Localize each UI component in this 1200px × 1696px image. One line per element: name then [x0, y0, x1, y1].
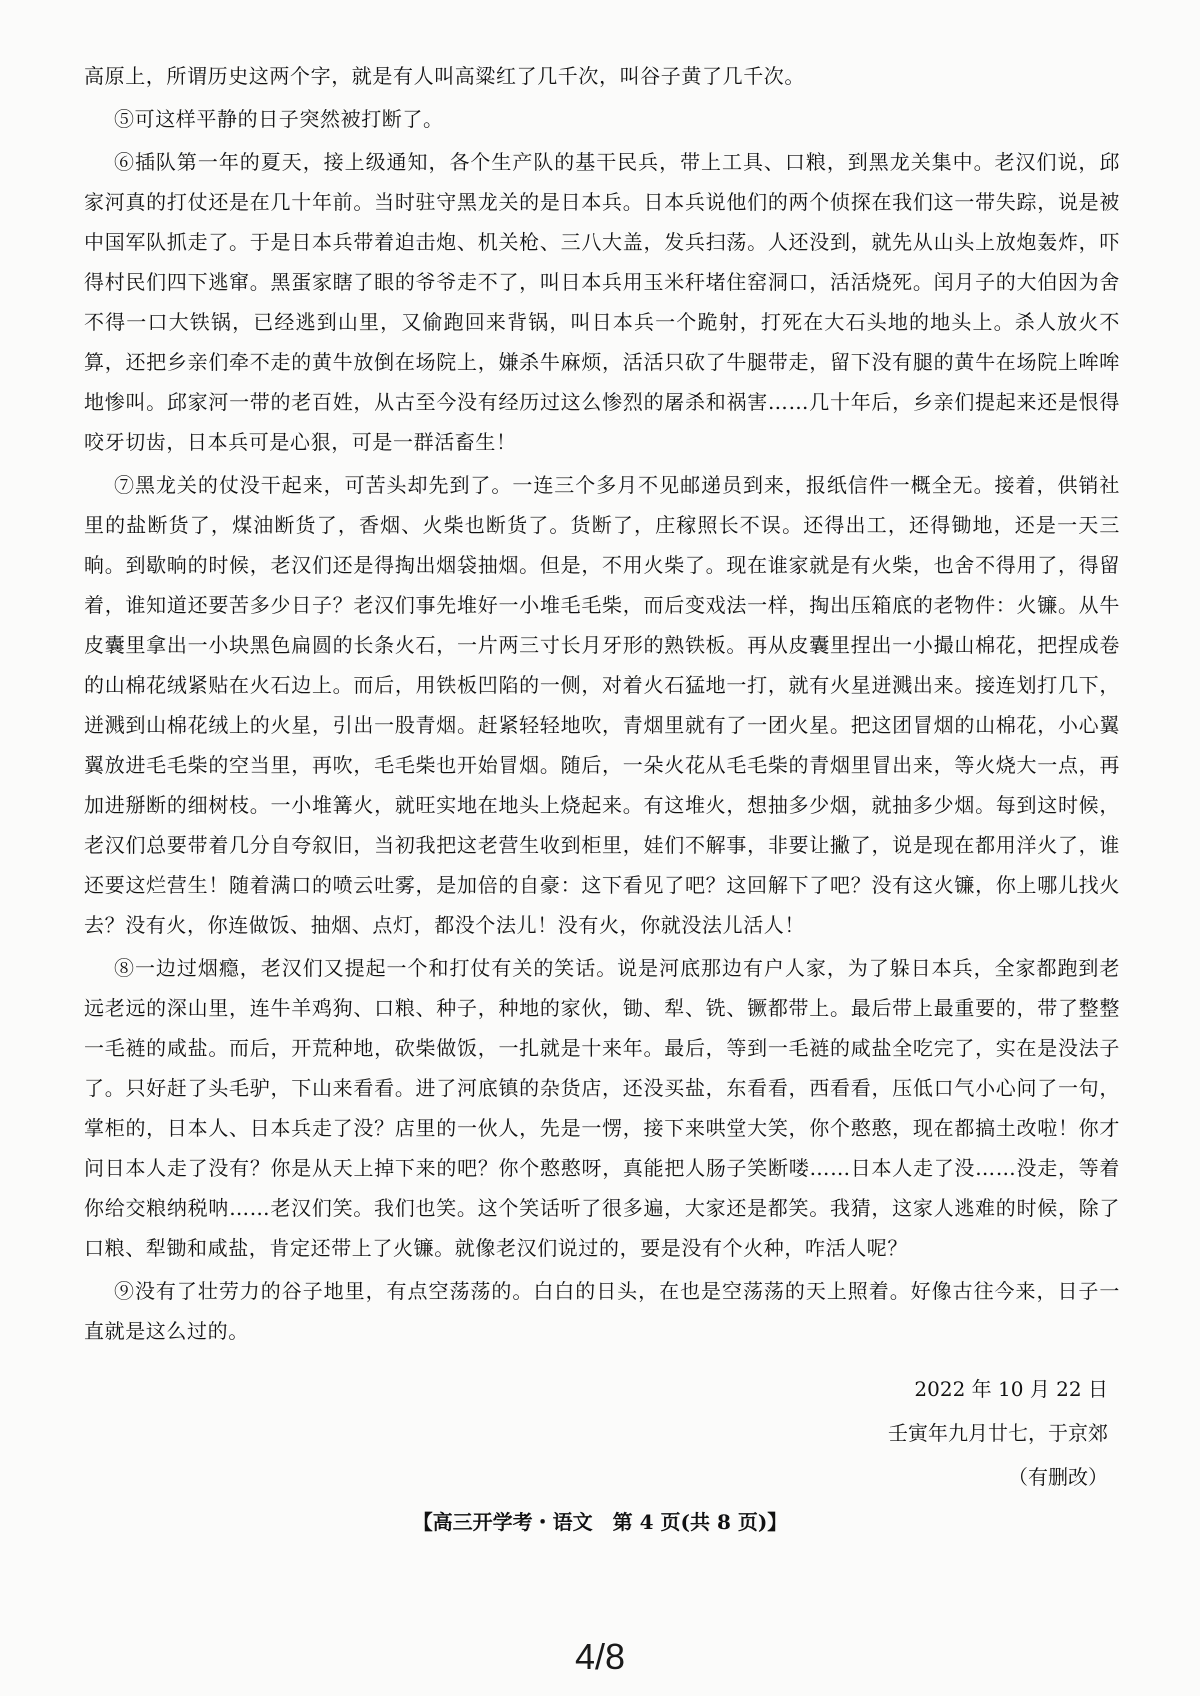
paragraph-continued: 高原上，所谓历史这两个字，就是有人叫高粱红了几千次，叫谷子黄了几千次。 [84, 64, 805, 88]
paragraph-8: ⑧一边过烟瘾，老汉们又提起一个和打仗有关的笑话。说是河底那边有户人家，为了躲日本兵，全家都跑到老远老远的深山里，连牛羊鸡狗、口粮、种子，种地的家伙，锄、犁、铣、镢都带上。最后带上最重要的，带了整整一毛裢的咸盐。而后，开荒种地，砍柴做饭，一扎就是十来年。最后，等到一毛裢的咸盐全吃完了，实在是没法子了。只好赶了头毛驴，下山来看看。进了河底镇的杂货店，还没买盐，东看看，西看看，压低口气小心问了一句，掌柜的，日本人、日本兵走了没？店里的一伙人，先是一愣，接下来哄堂大笑，你个憨憨，现在都搞土改啦！你才问日本人走了没有？你是从天上掉下来的吧？你个憨憨呀，真能把人肠子笑断喽……日本人走了没……没走，等着你给交粮纳税呐……老汉们笑。我们也笑。这个笑话听了很多遍，大家还是都笑。我猜，这家人逃难的时候，除了口粮、犁锄和咸盐，肯定还带上了火镰。就像老汉们说过的，要是没有个火种，咋活人呢？ [84, 956, 1120, 1260]
signature-place: 壬寅年九月廿七，于京郊 [888, 1421, 1108, 1445]
paragraph-5: ⑤可这样平静的日子突然被打断了。 [114, 107, 444, 131]
paragraph-7: ⑦黑龙关的仗没干起来，可苦头却先到了。一连三个多月不见邮递员到来，报纸信件一概全无。接着，供销社里的盐断货了，煤油断货了，香烟、火柴也断货了。货断了，庄稼照长不误。还得出工，还得锄地，还是一天三晌。到歇晌的时候，老汉们还是得掏出烟袋抽烟。但是，不用火柴了。现在谁家就是有火柴，也舍不得用了，得留着，谁知道还要苦多少日子？老汉们事先堆好一小堆毛毛柴，而后变戏法一样，掏出压箱底的老物件：火镰。从牛皮囊里拿出一小块黑色扁圆的长条火石，一片两三寸长月牙形的熟铁板。再从皮囊里捏出一小撮山棉花，把捏成卷的山棉花绒紧贴在火石边上。而后，用铁板凹陷的一侧，对着火石猛地一打，就有火星迸溅出来。接连划打几下，迸溅到山棉花绒上的火星，引出一股青烟。赶紧轻轻地吹，青烟里就有了一团火星。把这团冒烟的山棉花，小心翼翼放进毛毛柴的空当里，再吹，毛毛柴也开始冒烟。随后，一朵火花从毛毛柴的青烟里冒出来，等火烧大一点，再加进掰断的细树枝。一小堆篝火，就旺实地在地头上烧起来。有这堆火，想抽多少烟，就抽多少烟。每到这时候，老汉们总要带着几分自夸叙旧，当初我把这老营生收到柜里，娃们不解事，非要让撇了，说是现在都用洋火了，谁还要这烂营生！随着满口的喷云吐雾，是加倍的自豪：这下看见了吧？这回解下了吧？没有这火镰，你上哪儿找火去？没有火，你连做饭、抽烟、点灯，都没个法儿！没有火，你就没法儿活人！ [84, 473, 1120, 937]
paragraph-6: ⑥插队第一年的夏天，接上级通知，各个生产队的基干民兵，带上工具、口粮，到黑龙关集中。老汉们说，邱家河真的打仗还是在几十年前。当时驻守黑龙关的是日本兵。日本兵说他们的两个侦探在我们这一带失踪，说是被中国军队抓走了。于是日本兵带着迫击炮、机关枪、三八大盖，发兵扫荡。人还没到，就先从山头上放炮轰炸，吓得村民们四下逃窜。黑蛋家瞎了眼的爷爷走不了，叫日本兵用玉米秆堵住窑洞口，活活烧死。闰月子的大伯因为舍不得一口大铁锅，已经逃到山里，又偷跑回来背锅，叫日本兵一个跪射，打死在大石头地的地头上。杀人放火不算，还把乡亲们牵不走的黄牛放倒在场院上，嫌杀牛麻烦，活活只砍了牛腿带走，留下没有腿的黄牛在场院上哞哞地惨叫。邱家河一带的老百姓，从古至今没有经历过这么惨烈的屠杀和祸害……几十年后，乡亲们提起来还是恨得咬牙切齿，日本兵可是心狠，可是一群活畜生！ [84, 150, 1120, 454]
article-body [84, 56, 1120, 1499]
edit-note: （有删改） [1008, 1465, 1108, 1489]
signature-block [84, 1367, 1120, 1499]
paragraph-9: ⑨没有了壮劳力的谷子地里，有点空荡荡的。白白的日头，在也是空荡荡的天上照着。好像古往今来，日子一直就是这么过的。 [84, 1279, 1120, 1343]
page-indicator: 4/8 [574, 1636, 626, 1677]
exam-page-footer: 【高三开学考・语文 第 4 页(共 8 页)】 [412, 1510, 788, 1534]
signature-date: 2022 年 10 月 22 日 [914, 1377, 1108, 1401]
